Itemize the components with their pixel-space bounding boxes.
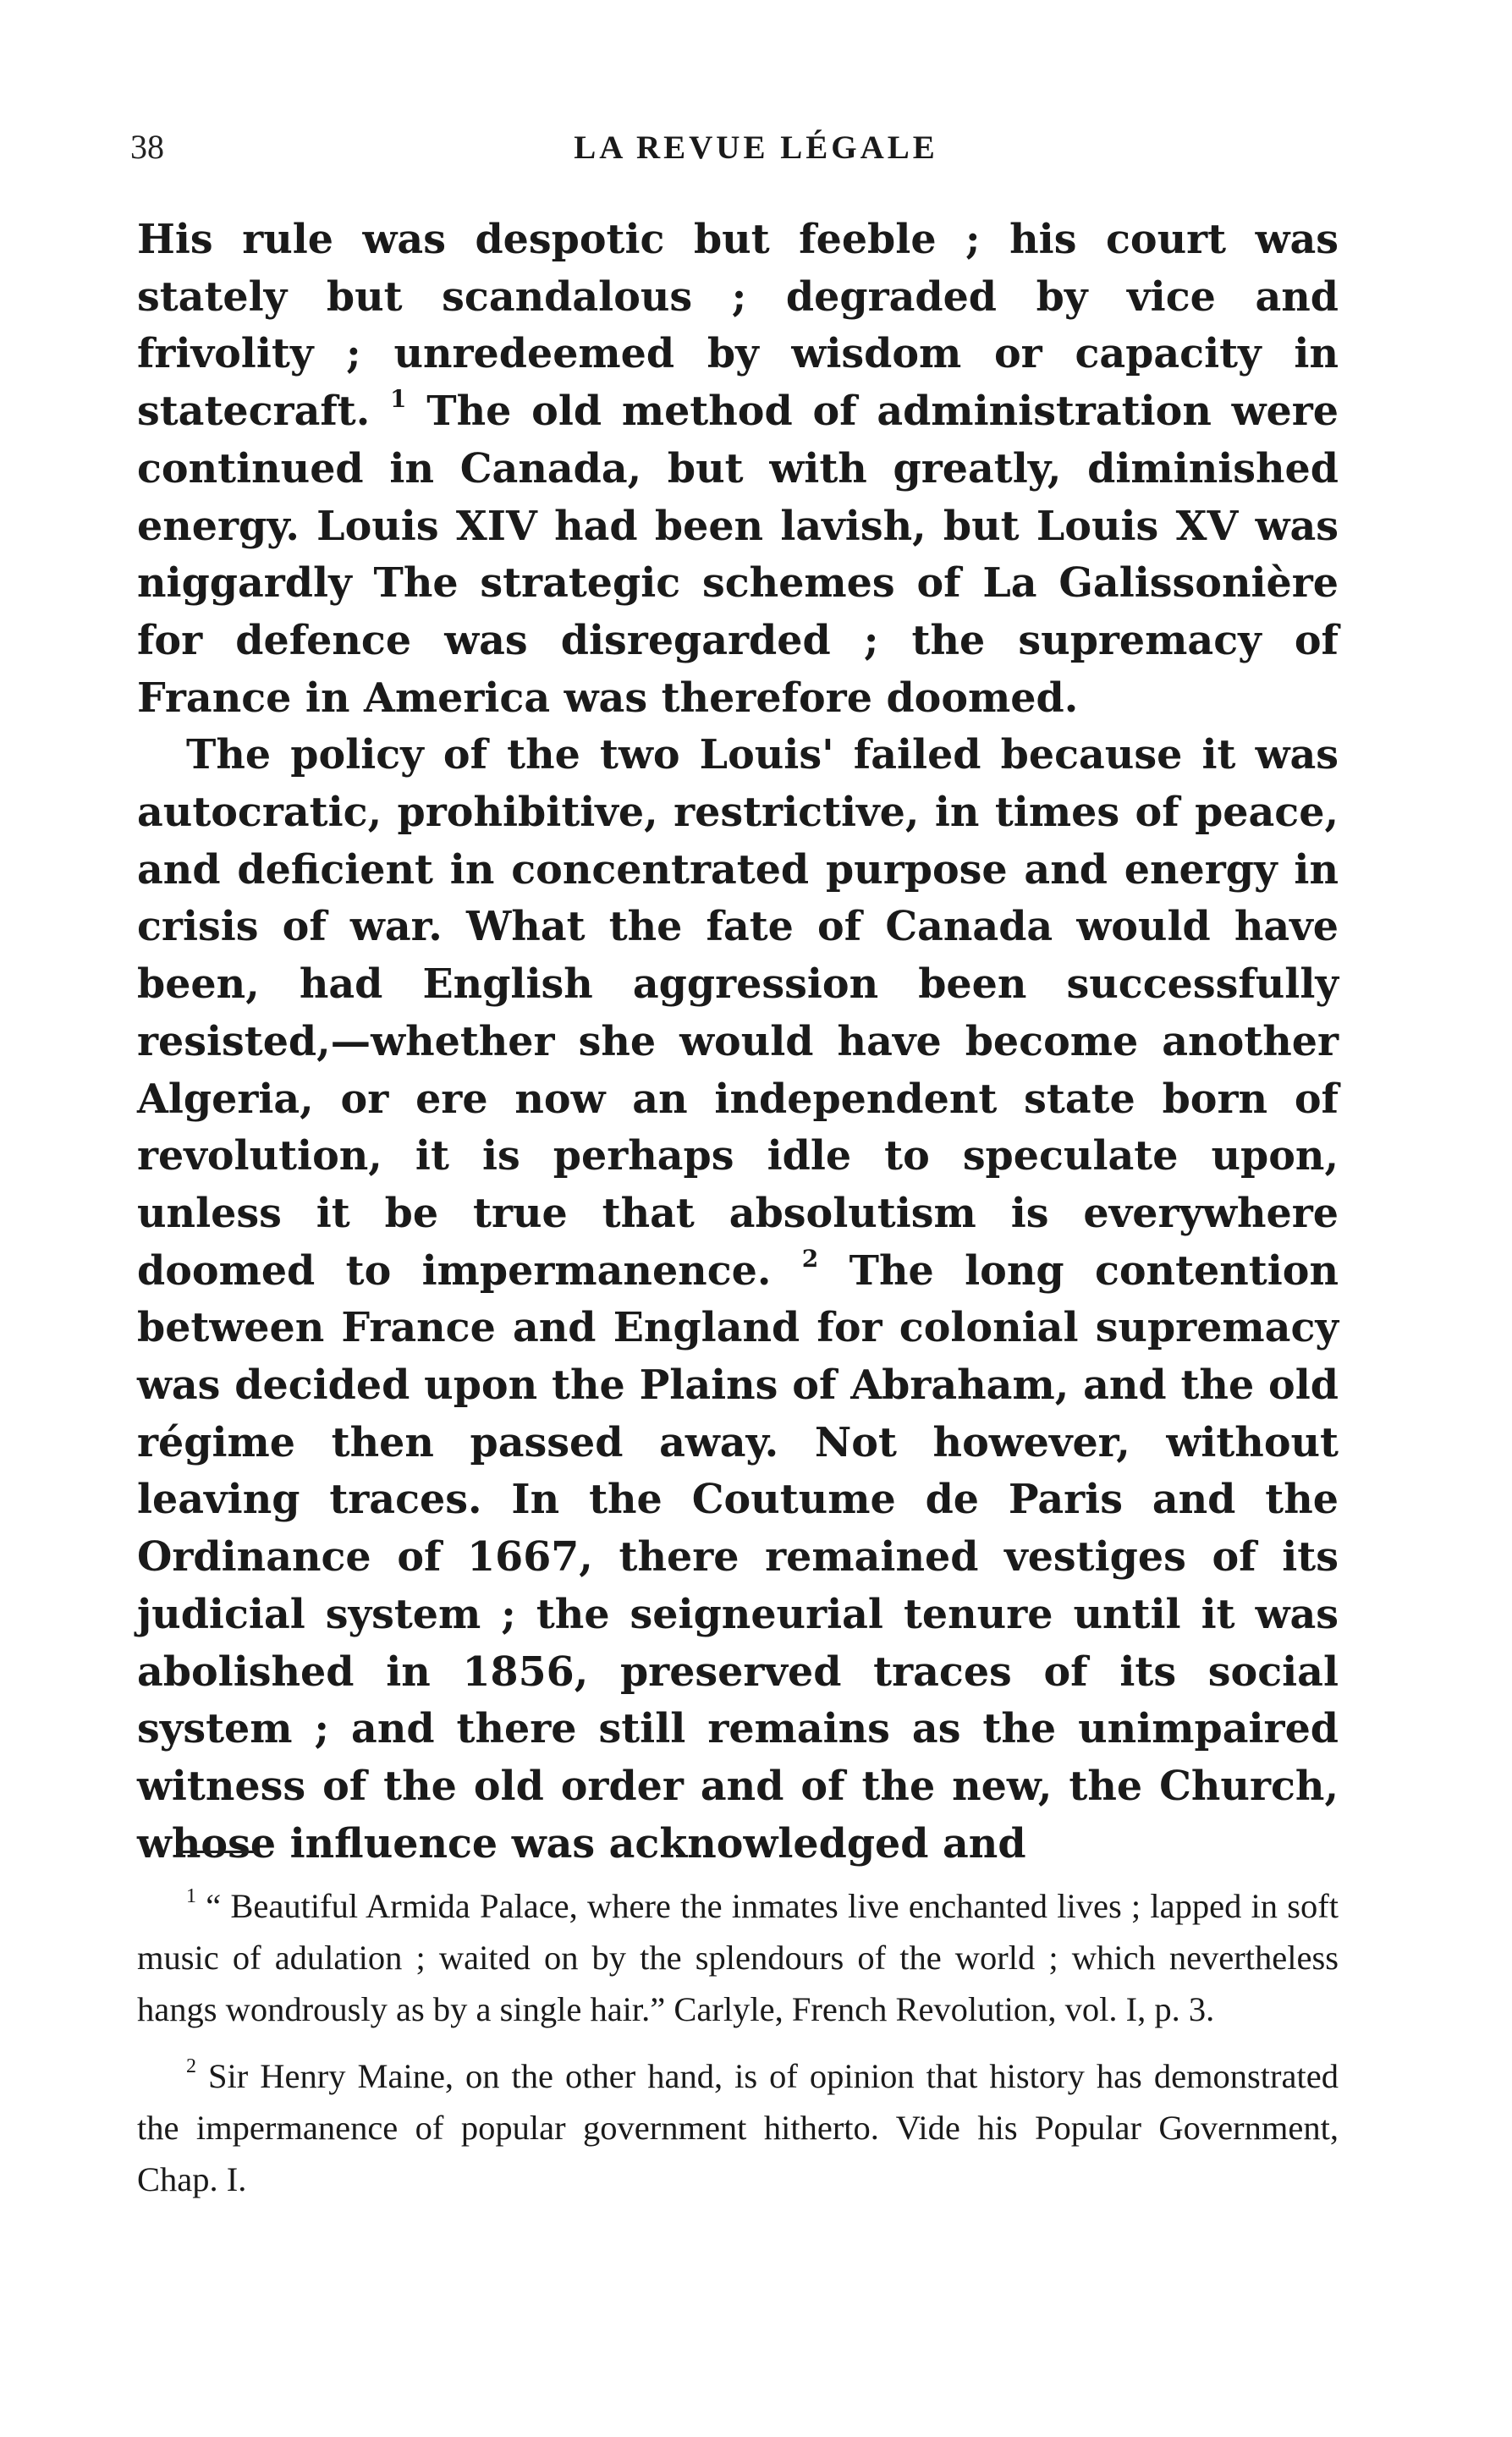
paragraph-2-text-continued: The long contention between France and England for colonial supremacy was decided upon the Plains of Abraham, and the old régime then passed away. Not however, without leaving traces. In the Coutume de Paris and the Ordinance of 1667, there remained vestiges of its judicial system ; the seigneurial tenure until it was abolished in 1856, preserved traces of its social system ; and there still remains as the unimpaired witness of the old order and of the new, the Church, whose influence was acknowledged and bbox=[137, 1246, 1339, 1868]
footnote-ref-2: 2 bbox=[801, 1244, 819, 1273]
paragraph-1 bbox=[137, 212, 1339, 727]
paragraph-2 bbox=[137, 727, 1339, 1873]
footnote-2-marker: 2 bbox=[186, 2055, 196, 2077]
footnote-2-text: Sir Henry Maine, on the other hand, is of opinion that history has demonstrated the impermanence of popular government hitherto. Vide his Popular Government, Chap. I. bbox=[137, 2057, 1339, 2198]
footnote-1 bbox=[137, 1880, 1339, 2035]
footnote-2 bbox=[137, 2050, 1339, 2205]
footnote-1-text: “ Beautiful Armida Palace, where the inmates live enchanted lives ; lapped in soft music of adulation ; waited on by the splendours of the world ; which nevertheless hangs wondrously as by a single hair.” Carlyle, French Revolution, vol. I, p. 3. bbox=[137, 1887, 1339, 2028]
footnotes bbox=[137, 1880, 1339, 2220]
footnote-1-marker: 1 bbox=[186, 1884, 196, 1907]
paragraph-2-text: The policy of the two Louis' failed because it was autocratic, prohibitive, restrictive, in times of peace, and deficient in concentrated purpose and energy in crisis of war. What the fate of Canada would have been, had English aggression been successfully resisted,—whether she would have become another Algeria, or ere now an independent state born of revolution, it is perhaps idle to speculate upon, unless it be true that absolutism is everywhere doomed to impermanence. bbox=[137, 731, 1339, 1295]
paragraph-1-text: His rule was despotic but feeble ; his court was stately but scandalous ; degraded by vice and frivolity ; unredeemed by wisdom or capacity in statecraft. bbox=[137, 216, 1339, 436]
footnote-ref-1: 1 bbox=[390, 385, 407, 414]
page-number: 38 bbox=[130, 128, 164, 166]
body-text bbox=[137, 212, 1339, 1873]
paragraph-1-text-continued: The old method of administration were continued in Canada, but with greatly, diminished energy. Louis XIV had been lavish, but Louis XV was niggardly The strategic schemes of La Galissonière for defence was disregarded ; the supremacy of France in America was therefore doomed. bbox=[137, 388, 1339, 722]
footnote-rule bbox=[176, 1851, 257, 1853]
running-head: LA REVUE LÉGALE bbox=[574, 129, 938, 166]
